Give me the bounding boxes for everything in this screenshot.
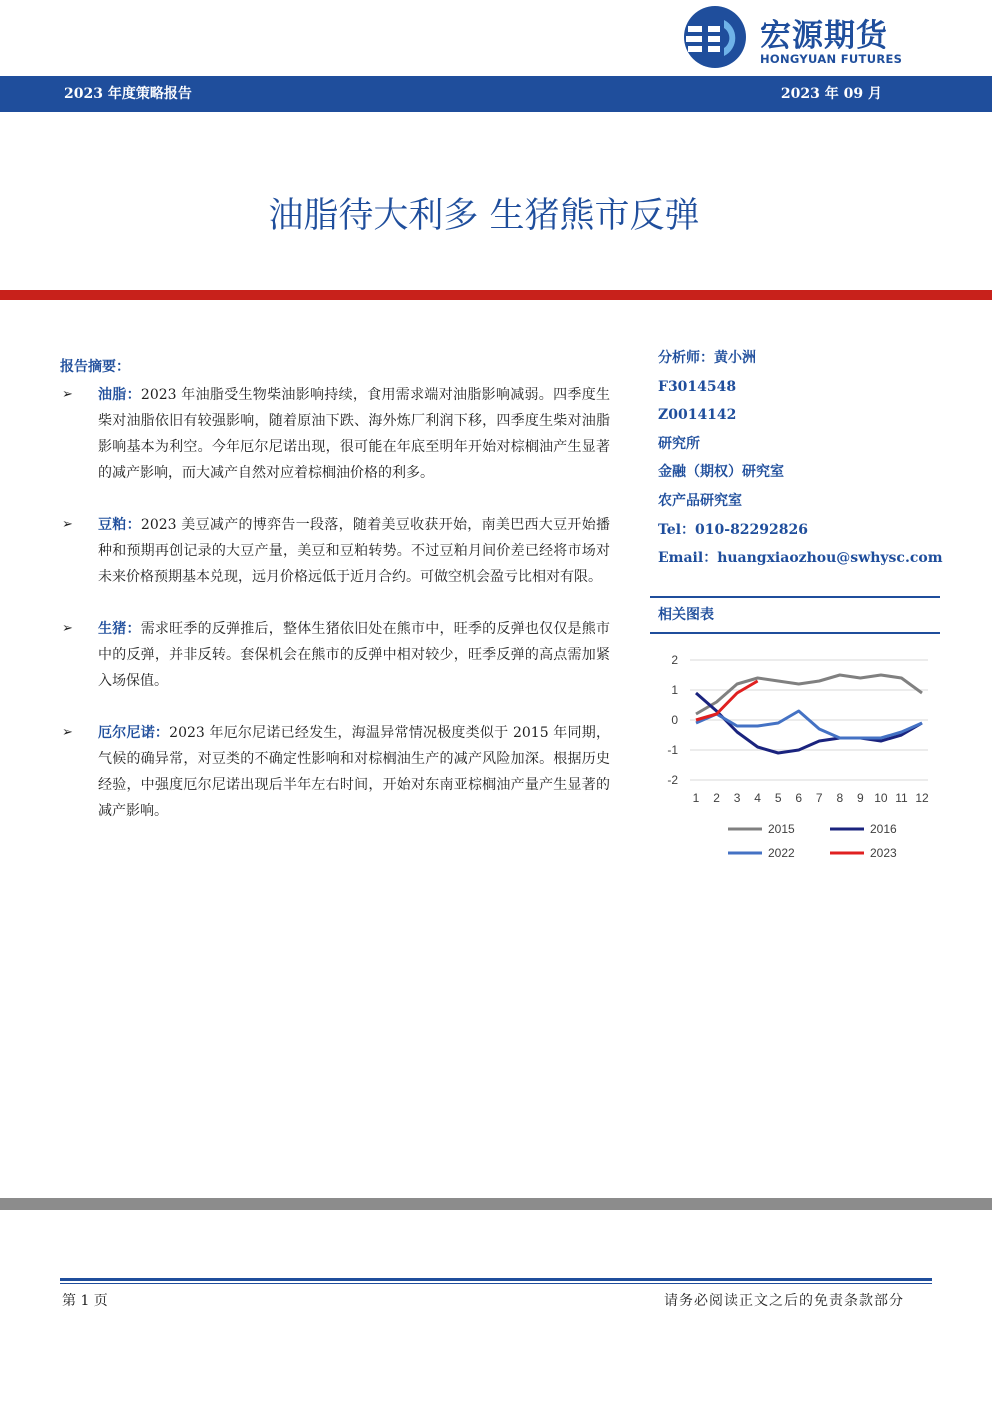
x-tick-label: 8	[836, 791, 844, 805]
summary-text: 需求旺季的反弹推后，整体生猪依旧处在熊市中，旺季的反弹也仅仅是熊市中的反弹，并非反转。套保机会在熊市的反弹中相对较少，旺季反弹的高点需加紧入场保值。	[98, 621, 610, 689]
summary-item-soymeal	[60, 512, 610, 590]
x-tick-label: 9	[857, 791, 864, 805]
company-logo	[680, 4, 930, 70]
x-tick-label: 10	[874, 791, 888, 805]
report-date: 2023 年 09 月	[780, 86, 882, 102]
series-line-2015	[696, 675, 922, 714]
x-tick-label: 3	[733, 791, 741, 805]
page-number: 第 1 页	[62, 1293, 108, 1309]
summary-term: 油脂：	[98, 387, 141, 403]
summary-item-hog	[60, 616, 610, 694]
title-divider	[0, 290, 992, 300]
analyst-tel: Tel：010-82292826	[658, 521, 809, 538]
summary-term: 生猪：	[98, 621, 141, 637]
header-bar	[0, 76, 992, 112]
analyst-dept-agri: 农产品研究室	[658, 492, 742, 509]
y-tick-label: 2	[671, 653, 678, 667]
line-chart	[650, 640, 950, 880]
bullet-arrow-icon: ➢	[62, 387, 73, 402]
analyst-cert-z: Z0014142	[658, 407, 737, 424]
footer-divider	[60, 1278, 932, 1284]
summary-item-elnino	[60, 720, 610, 824]
chart-section-header	[650, 596, 940, 634]
analyst-info	[658, 344, 943, 573]
y-tick-label: 1	[671, 683, 678, 697]
legend-label: 2023	[870, 846, 897, 860]
x-tick-label: 12	[915, 791, 929, 805]
analyst-name: 分析师：黄小洲	[658, 350, 756, 366]
y-tick-label: 0	[671, 713, 678, 727]
x-tick-label: 7	[815, 791, 823, 805]
x-tick-label: 11	[895, 791, 908, 805]
summary-text: 2023 年油脂受生物柴油影响持续，食用需求端对油脂影响减弱。四季度生柴对油脂依旧有较强影响，随着原油下跌、海外炼厂利润下移，四季度生柴对油脂影响基本为利空。今年厄尔尼诺出现，很可能在年底至明年开始对棕榈油产生显著的减产影响，而大减产自然对应着棕榈油价格的利多。	[98, 387, 611, 481]
legend-label: 2016	[870, 822, 897, 836]
summary-term: 厄尔尼诺：	[98, 725, 170, 741]
report-type: 2023 年度策略报告	[64, 86, 192, 102]
bullet-arrow-icon: ➢	[62, 517, 73, 532]
summary-text: 2023 年厄尔尼诺已经发生，海温异常情况极度类似于 2015 年同期，气候的确异常，对豆类的不确定性影响和对棕榈油生产的减产风险加深。根据历史经验，中强度厄尔尼诺出现后半年左右时间，开始对东南亚棕榈油产量产生显著的减产影响。	[98, 725, 610, 819]
bullet-arrow-icon: ➢	[62, 725, 73, 740]
x-tick-label: 1	[692, 791, 700, 805]
analyst-email[interactable]: Email：huangxiaozhou@swhysc.com	[658, 550, 943, 567]
bullet-arrow-icon: ➢	[62, 621, 73, 636]
analyst-dept-finance: 金融（期权）研究室	[658, 464, 784, 481]
summary-term: 豆粕：	[98, 517, 141, 533]
summary-heading: 报告摘要：	[60, 359, 130, 375]
analyst-institute: 研究所	[658, 435, 700, 452]
y-tick-label: -2	[667, 773, 678, 787]
analyst-cert-f: F3014548	[658, 378, 737, 395]
logo-name-en: HONGYUAN FUTURES	[760, 52, 903, 66]
x-tick-label: 6	[795, 791, 803, 805]
chart-section-heading: 相关图表	[658, 607, 714, 623]
summary-text: 2023 美豆减产的博弈告一段落，随着美豆收获开始，南美巴西大豆开始播种和预期再创记录的大豆产量，美豆和豆粕转势。不过豆粕月间价差已经将市场对未来价格预期基本兑现，远月价格远低于近月合约。可做空机会盈亏比相对有限。	[98, 517, 611, 585]
logo-mark-icon	[680, 4, 750, 70]
summary-item-oil	[60, 382, 610, 486]
report-summary	[60, 356, 610, 850]
x-tick-label: 5	[774, 791, 782, 805]
disclaimer-note: 请务必阅读正文之后的免责条款部分	[664, 1293, 904, 1309]
legend-label: 2015	[768, 822, 795, 836]
x-tick-label: 4	[754, 791, 761, 805]
y-tick-label: -1	[667, 743, 678, 757]
logo-name-cn: 宏源期货	[760, 18, 888, 54]
page-title: 油脂待大利多 生猪熊市反弹	[268, 196, 700, 236]
legend-label: 2022	[768, 846, 795, 860]
footer-grey-bar	[0, 1198, 992, 1210]
x-tick-label: 2	[713, 791, 720, 805]
